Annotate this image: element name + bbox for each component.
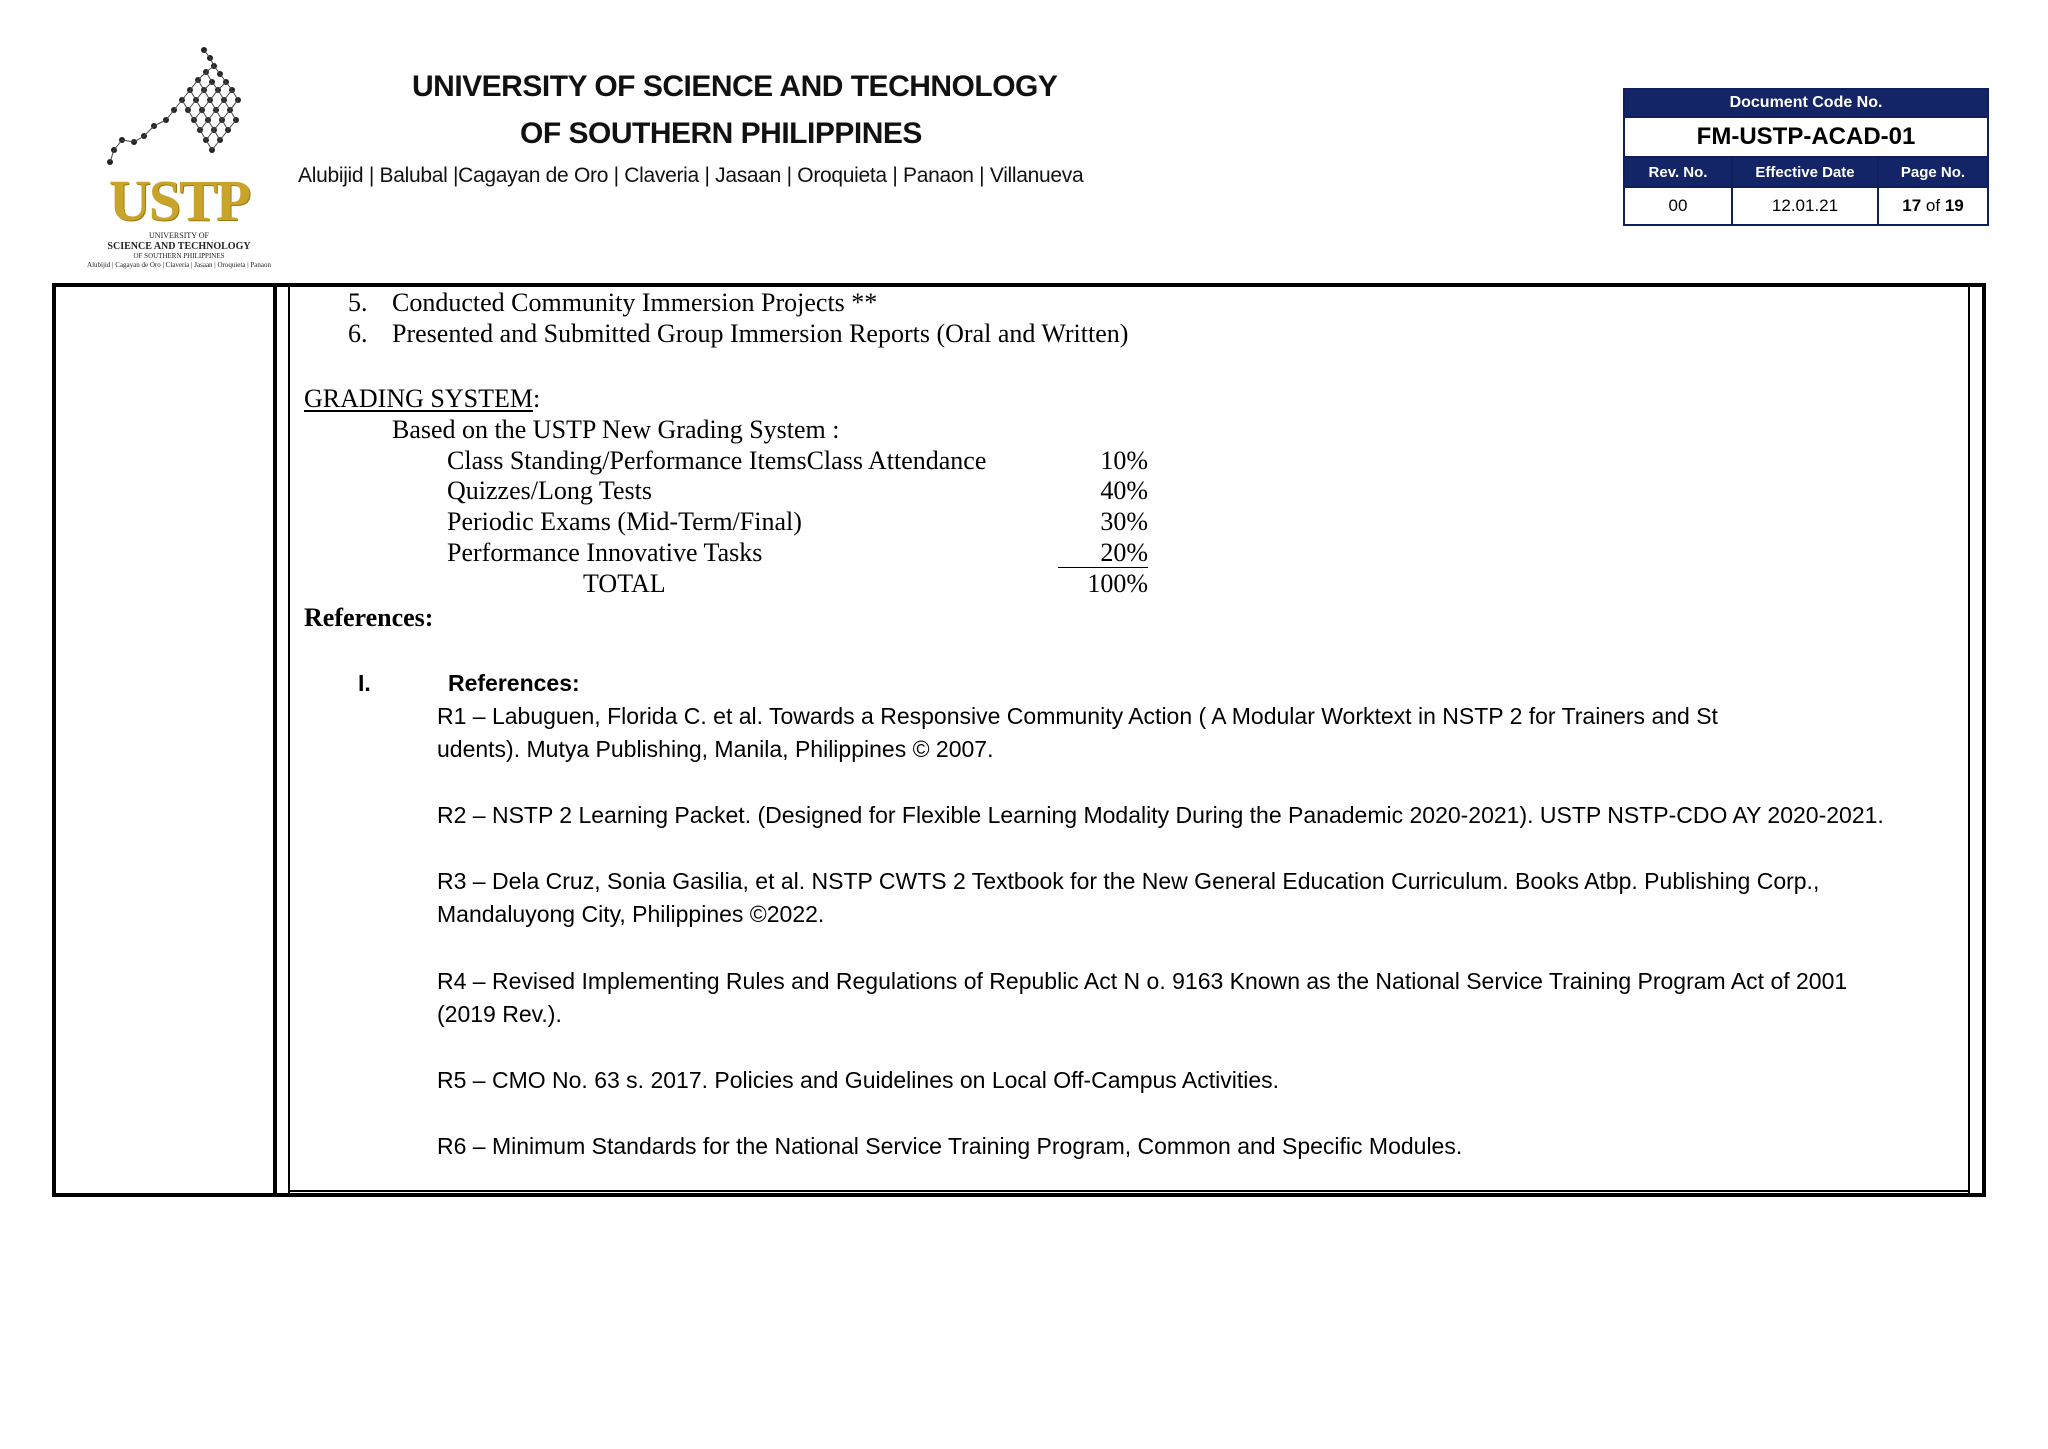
- section-number: I.: [358, 670, 371, 696]
- column-divider: [273, 283, 277, 1197]
- grading-row-value: 30%: [1100, 507, 1148, 536]
- grading-row-label: Performance Innovative Tasks: [447, 538, 763, 567]
- content-frame: [52, 283, 1986, 1197]
- grading-heading-text: GRADING SYSTEM: [304, 384, 533, 413]
- reference-line: (2019 Rev.).: [437, 1001, 562, 1027]
- inner-border-bottom: [288, 1190, 1970, 1192]
- logo-subtitle: OF SOUTHERN PHILIPPINES: [133, 252, 225, 260]
- page-no-header: Page No.: [1878, 157, 1988, 187]
- logo-subtitle: UNIVERSITY OF: [149, 231, 209, 240]
- page-no-value: [1878, 187, 1988, 225]
- page-of: of: [1925, 196, 1941, 215]
- list-item-number: 6.: [348, 319, 368, 348]
- reference-line: udents). Mutya Publishing, Manila, Philippines © 2007.: [437, 736, 994, 762]
- logo-campuses: Alubijid | Cagayan de Oro | Claveria | Jasaan | Oroquieta | Panaon: [87, 261, 271, 269]
- campus-list: Alubijid | Balubal |Cagayan de Oro | Claveria | Jasaan | Oroquieta | Panaon | Villanueva: [298, 164, 1084, 187]
- rev-no-value: 00: [1624, 187, 1732, 225]
- rev-no-header: Rev. No.: [1624, 157, 1732, 187]
- page-current: 17: [1902, 196, 1922, 215]
- grading-row-label: Quizzes/Long Tests: [447, 476, 652, 505]
- grading-row-value: 40%: [1100, 476, 1148, 505]
- page-total: 19: [1944, 196, 1964, 215]
- total-label: TOTAL: [583, 569, 666, 598]
- list-item-number: 5.: [348, 288, 368, 317]
- constellation-graphic: [74, 44, 274, 174]
- grading-row-label: Class Standing/Performance ItemsClass Attendance: [447, 446, 987, 475]
- grading-heading-colon: :: [532, 384, 541, 413]
- university-name-line2: OF SOUTHERN PHILIPPINES: [520, 117, 922, 150]
- reference-line: Mandaluyong City, Philippines ©2022.: [437, 901, 825, 927]
- references-heading: References:: [304, 603, 434, 632]
- total-value: 100%: [1087, 569, 1148, 598]
- subtotal-underline: [1058, 567, 1148, 568]
- logo-subtitle: SCIENCE AND TECHNOLOGY: [107, 241, 251, 252]
- reference-line: R4 – Revised Implementing Rules and Regulations of Republic Act N o. 9163 Known as the National Service Training Program Act of 2001: [437, 968, 1848, 994]
- logo-wordmark: USTP: [108, 168, 250, 233]
- reference-line: R1 – Labuguen, Florida C. et al. Towards a Responsive Community Action ( A Modular Worktext in NSTP 2 for Trainers and St: [437, 703, 1718, 729]
- list-item: Presented and Submitted Group Immersion Reports (Oral and Written): [392, 319, 1129, 348]
- reference-line: R2 – NSTP 2 Learning Packet. (Designed for Flexible Learning Modality During the Panademic 2020-2021). USTP NSTP-CDO AY 2020-2021.: [437, 802, 1884, 828]
- grading-row-value: 10%: [1100, 446, 1148, 475]
- effective-date-header: Effective Date: [1732, 157, 1878, 187]
- doc-code-header: Document Code No.: [1624, 89, 1988, 117]
- document-info-table: [1623, 88, 1989, 226]
- list-item: Conducted Community Immersion Projects **: [392, 288, 878, 317]
- section-title: References:: [448, 670, 580, 696]
- reference-line: R5 – CMO No. 63 s. 2017. Policies and Guidelines on Local Off-Campus Activities.: [437, 1067, 1280, 1093]
- reference-line: R6 – Minimum Standards for the National Service Training Program, Common and Specific Modules.: [437, 1133, 1463, 1159]
- grading-row-label: Periodic Exams (Mid-Term/Final): [447, 507, 802, 536]
- grading-system-heading: [304, 386, 540, 412]
- doc-code-value: FM-USTP-ACAD-01: [1624, 117, 1988, 157]
- column-divider: [288, 283, 290, 1197]
- grading-row-value: 20%: [1100, 538, 1148, 567]
- reference-line: R3 – Dela Cruz, Sonia Gasilia, et al. NSTP CWTS 2 Textbook for the New General Education Curriculum. Books Atbp. Publishing Corp.,: [437, 868, 1820, 894]
- university-name-line1: UNIVERSITY OF SCIENCE AND TECHNOLOGY: [412, 70, 1058, 103]
- ustp-logo: [74, 44, 274, 274]
- effective-date-value: 12.01.21: [1732, 187, 1878, 225]
- column-divider: [1968, 283, 1970, 1197]
- grading-basis: Based on the USTP New Grading System :: [392, 415, 840, 444]
